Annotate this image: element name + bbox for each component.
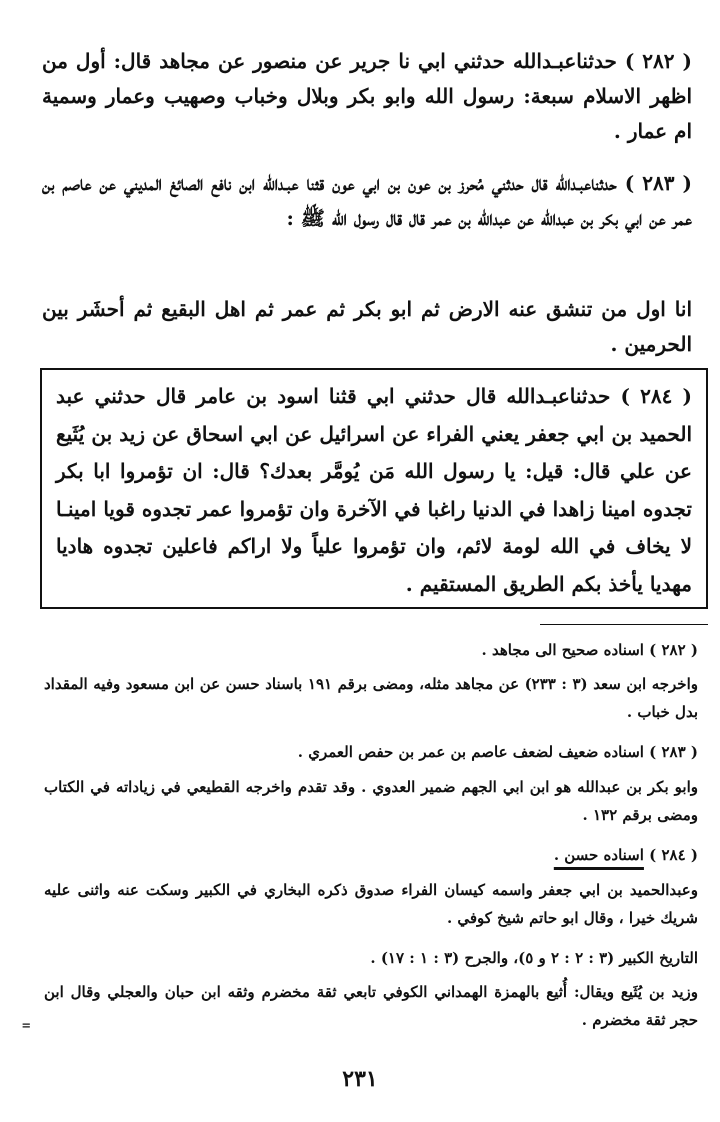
hadith-283: ( ٢٨٣ ) حدثناعبـدالله قال حدثني مُحرز بن عون بن ابي عون قثنا عبـدالله ابن نافع الصائغ المديني عن عاصم بن عمر عن ابي بكر بن عبدالله عن عبدالله بن عمر قال قال رسول الله ﷺ : bbox=[42, 171, 692, 230]
footnote-284-number: ( ٢٨٤ ) bbox=[649, 846, 698, 864]
footnote-283-detail: وابو بكر بن عبدالله هو ابن ابي الجهم ضمير العدوي . وقد تقدم واخرجه القطيعي في زياداته في الكتاب ومضى برقم ١٣٢ . bbox=[44, 778, 698, 824]
footnote-282-detail: واخرجه ابن سعد (٣ : ٢٣٣) عن مجاهد مثله، ومضى برقم ١٩١ باسناد حسن عن ابن مسعود وفيه المقداد بدل خباب . bbox=[44, 675, 698, 721]
hadith-284-box bbox=[40, 368, 708, 609]
hadith-282: ( ٢٨٢ ) حدثناعبـدالله حدثني ابي نا جرير عن منصور عن مجاهد قال: أول من اظهر الاسلام سبعة: رسول الله وابو بكر وبلال وخباب وصهيب وعمار وسمية ام عمار . bbox=[42, 49, 692, 143]
footnote-283: ( ٢٨٣ ) اسناده ضعيف لضعف عاصم بن عمر بن حفص العمري . bbox=[297, 743, 698, 761]
margin-mark: = bbox=[22, 1018, 31, 1034]
footnote-282: ( ٢٨٢ ) اسناده صحيح الى مجاهد . bbox=[481, 641, 698, 659]
footnote-284-detail: وعبدالحميد بن ابي جعفر واسمه كيسان الفراء صدوق ذكره البخاري في الكبير وسكت عنه واثنى عليه شريك خيرا ، وقال ابو حاتم شيخ كوفي . bbox=[44, 881, 698, 927]
footnote-284-narrator: وزيد بن يُثَيع ويقال: أُثيع بالهمزة الهمداني الكوفي تابعي ثقة مخضرم وثقه ابن حبان والعجلي وقال ابن حجر ثقة مخضرم . bbox=[44, 983, 698, 1029]
footnote-284 bbox=[44, 841, 698, 869]
footnote-284-references: التاريخ الكبير (٣ : ٢ : ٢ و ٥)، والجرح (٣ : ١ : ١٧) . bbox=[370, 949, 698, 967]
hadith-283-matn: انا اول من تنشق عنه الارض ثم ابو بكر ثم عمر ثم اهل البقيع ثم أحشَر بين الحرمين . bbox=[42, 297, 692, 356]
footnote-separator bbox=[540, 624, 708, 625]
footnote-284-grading: اسناده حسن . bbox=[553, 846, 644, 864]
page-number: ٢٣١ bbox=[342, 1066, 378, 1092]
hadith-284: ( ٢٨٤ ) حدثناعبـدالله قال حدثني ابي قثنا اسود بن عامر قال حدثني عبد الحميد بن ابي جعفر يعني الفراء عن اسرائيل عن ابي اسحاق عن زيد بن يُثَيع عن علي قال: قيل: يا رسول الله مَن يُومَّر بعدك؟ قال: ان تؤمروا ابا بكر تجدوه امينا زاهدا في الدنيا راغبا في الآخرة وان تؤمروا عمر تجدوه قويا امينـا لا يخاف في الله لومة لائم، وان تؤمروا علياً ولا اراكم فاعلين تجدوه هاديا مهديا يأخذ بكم الطريق المستقيم . bbox=[56, 384, 693, 596]
